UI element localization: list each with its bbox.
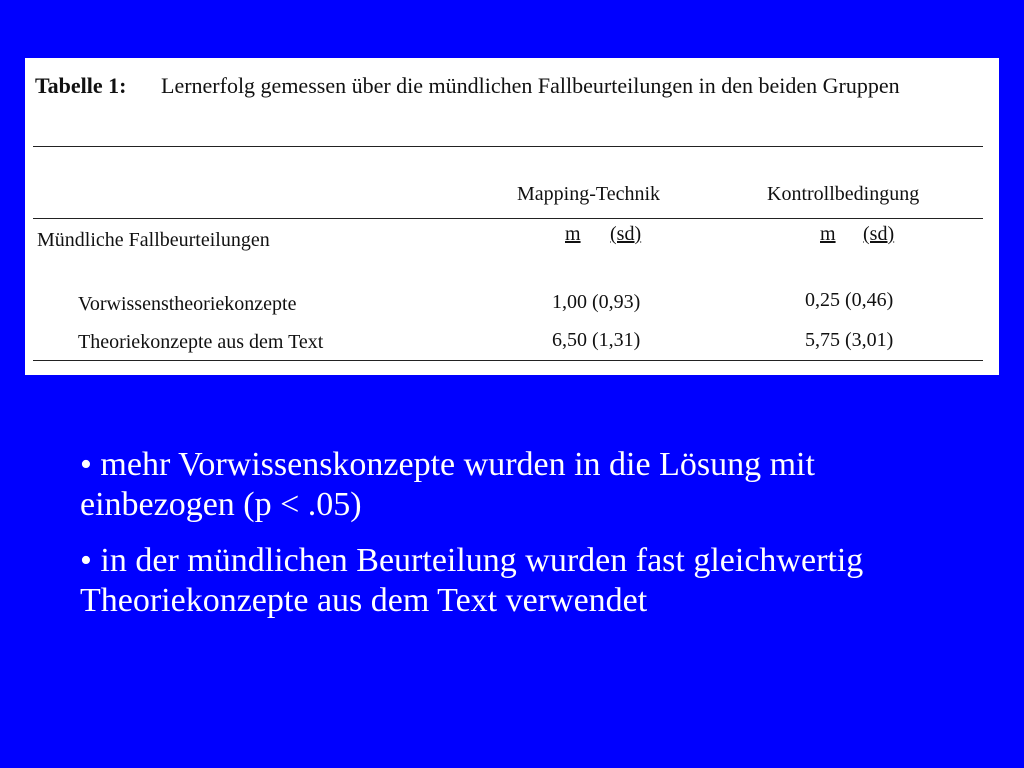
stat-m-mapping: m: [565, 223, 581, 245]
row-kontroll-value: 5,75 (3,01): [805, 329, 894, 351]
row-label: Vorwissenstheoriekonzepte: [78, 293, 297, 315]
row-mapping-value: 6,50 (1,31): [552, 329, 641, 351]
table-rule-header: [33, 218, 983, 219]
row-mapping-value: 1,00 (0,93): [552, 291, 641, 313]
bullet-item: • in der mündlichen Beurteilung wurden fast gleichwertig Theoriekonzepte aus dem Text verwendet: [80, 542, 864, 619]
header-kontrollbedingung: Kontrollbedingung: [767, 183, 920, 205]
stat-m-kontroll: m: [820, 223, 836, 245]
table-label: Tabelle 1:: [35, 73, 127, 98]
row-kontroll-value: 0,25 (0,46): [805, 289, 894, 311]
bullet-list: [80, 445, 940, 637]
stub-header: Mündliche Fallbeurteilungen: [37, 229, 270, 251]
row-label: Theoriekonzepte aus dem Text: [78, 331, 324, 353]
table-rule-bottom: [33, 360, 983, 361]
table-image: [25, 58, 999, 375]
table-rule-top: [33, 146, 983, 147]
bullet-item: • mehr Vorwissenskonzepte wurden in die Lösung mit einbezogen (p < .05): [80, 446, 815, 523]
table-title: Lernerfolg gemessen über die mündlichen Fallbeurteilungen in den beiden Gruppen: [161, 73, 900, 98]
stat-sd-mapping: (sd): [610, 223, 642, 245]
header-mapping-technik: Mapping-Technik: [517, 183, 661, 205]
stat-sd-kontroll: (sd): [863, 223, 895, 245]
